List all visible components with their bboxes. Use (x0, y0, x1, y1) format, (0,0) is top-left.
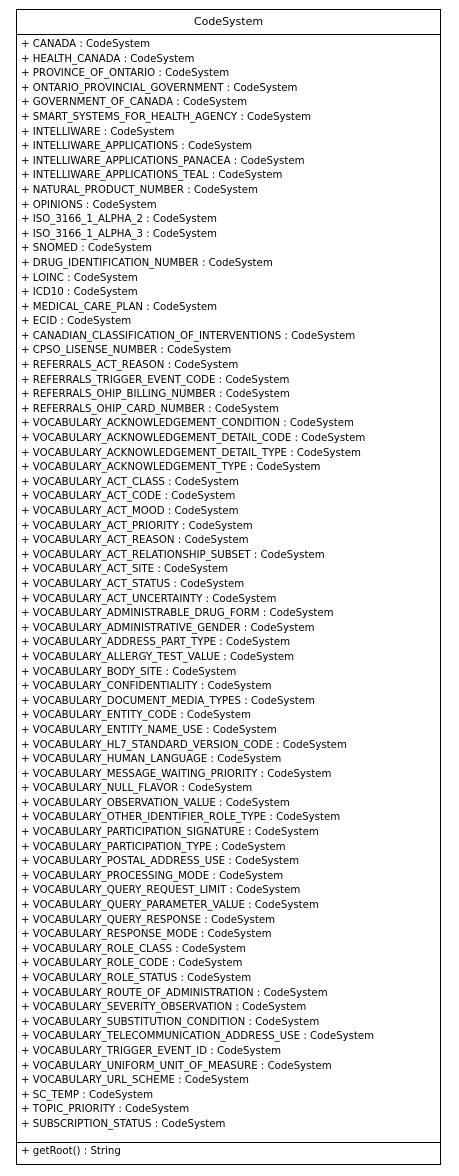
attribute-row: + VOCABULARY_HL7_STANDARD_VERSION_CODE : CodeSystem (21, 739, 347, 751)
attribute-row: + MEDICAL_CARE_PLAN : CodeSystem (21, 301, 218, 313)
attribute-row: + VOCABULARY_ACKNOWLEDGEMENT_DETAIL_TYPE : CodeSystem (21, 447, 361, 459)
attribute-row: + REFERRALS_ACT_REASON : CodeSystem (21, 360, 239, 372)
attribute-row: + VOCABULARY_NULL_FLAVOR : CodeSystem (21, 783, 253, 795)
attribute-row: + VOCABULARY_ACKNOWLEDGEMENT_DETAIL_CODE : CodeSystem (21, 433, 366, 445)
attribute-row: + VOCABULARY_ACT_STATUS : CodeSystem (21, 578, 245, 590)
attribute-row: + VOCABULARY_QUERY_REQUEST_LIMIT : CodeSystem (21, 885, 301, 897)
attribute-row: + SC_TEMP : CodeSystem (21, 1089, 154, 1101)
attribute-row: + TOPIC_PRIORITY : CodeSystem (21, 1104, 190, 1116)
attribute-row: + VOCABULARY_PROCESSING_MODE : CodeSystem (21, 870, 284, 882)
attribute-row: + VOCABULARY_ADMINISTRATIVE_GENDER : CodeSystem (21, 622, 315, 634)
attribute-row: + VOCABULARY_ADMINISTRABLE_DRUG_FORM : CodeSystem (21, 608, 334, 620)
attribute-row: + ISO_3166_1_ALPHA_3 : CodeSystem (21, 228, 217, 240)
attribute-row: + VOCABULARY_RESPONSE_MODE : CodeSystem (21, 929, 272, 941)
attribute-row: + VOCABULARY_ACT_UNCERTAINTY : CodeSystem (21, 593, 277, 605)
attribute-row: + LOINC : CodeSystem (21, 272, 138, 284)
uml-class-box (16, 9, 441, 1165)
attribute-row: + VOCABULARY_CONFIDENTIALITY : CodeSystem (21, 681, 272, 693)
attribute-row: + ISO_3166_1_ALPHA_2 : CodeSystem (21, 214, 217, 226)
attribute-row: + VOCABULARY_ACT_SITE : CodeSystem (21, 564, 229, 576)
attribute-row: + VOCABULARY_ROLE_STATUS : CodeSystem (21, 973, 252, 984)
attribute-row: + VOCABULARY_ENTITY_CODE : CodeSystem (21, 710, 251, 722)
attribute-row: + REFERRALS_TRIGGER_EVENT_CODE : CodeSystem (21, 374, 290, 386)
attribute-row: + REFERRALS_OHIP_BILLING_NUMBER : CodeSystem (21, 389, 290, 401)
attribute-row: + VOCABULARY_ROUTE_OF_ADMINISTRATION : CodeSystem (21, 987, 328, 999)
attribute-row: + CANADA : CodeSystem (21, 39, 151, 50)
attribute-row: + VOCABULARY_ROLE_CODE : CodeSystem (21, 958, 243, 970)
attribute-row: + VOCABULARY_TELECOMMUNICATION_ADDRESS_USE : CodeSystem (21, 1031, 375, 1043)
attribute-row: + SMART_SYSTEMS_FOR_HEALTH_AGENCY : CodeSystem (21, 111, 312, 123)
operation-row: + getRoot() : String (21, 1146, 121, 1157)
attribute-row: + VOCABULARY_ADDRESS_PART_TYPE : CodeSystem (21, 637, 291, 649)
attribute-row: + VOCABULARY_ACT_PRIORITY : CodeSystem (21, 520, 253, 532)
attribute-row: + VOCABULARY_ACKNOWLEDGEMENT_CONDITION : CodeSystem (21, 418, 354, 430)
attribute-row: + INTELLIWARE_APPLICATIONS : CodeSystem (21, 141, 253, 153)
attribute-row: + OPINIONS : CodeSystem (21, 199, 157, 211)
attribute-row: + VOCABULARY_BODY_SITE : CodeSystem (21, 666, 237, 678)
attributes-compartment (17, 35, 440, 1143)
attribute-row: + VOCABULARY_UNIFORM_UNIT_OF_MEASURE : CodeSystem (21, 1060, 332, 1072)
attribute-row: + VOCABULARY_PARTICIPATION_SIGNATURE : CodeSystem (21, 827, 319, 839)
attribute-row: + VOCABULARY_ACT_RELATIONSHIP_SUBSET : CodeSystem (21, 549, 325, 561)
attribute-row: + VOCABULARY_TRIGGER_EVENT_ID : CodeSystem (21, 1045, 282, 1057)
attribute-row: + NATURAL_PRODUCT_NUMBER : CodeSystem (21, 184, 258, 196)
attribute-row: + VOCABULARY_QUERY_RESPONSE : CodeSystem (21, 914, 276, 926)
attribute-row: + REFERRALS_OHIP_CARD_NUMBER : CodeSystem (21, 403, 279, 415)
attribute-row: + VOCABULARY_ACT_CLASS : CodeSystem (21, 476, 239, 488)
attribute-row: + PROVINCE_OF_ONTARIO : CodeSystem (21, 68, 230, 80)
attribute-row: + DRUG_IDENTIFICATION_NUMBER : CodeSystem (21, 257, 273, 269)
attribute-row: + VOCABULARY_HUMAN_LANGUAGE : CodeSystem (21, 754, 282, 766)
attribute-row: + VOCABULARY_ACKNOWLEDGEMENT_TYPE : CodeSystem (21, 462, 321, 474)
attribute-row: + ECID : CodeSystem (21, 316, 132, 328)
attribute-row: + VOCABULARY_ACT_REASON : CodeSystem (21, 535, 249, 547)
attribute-row: + VOCABULARY_ROLE_CLASS : CodeSystem (21, 943, 246, 955)
attribute-row: + INTELLIWARE_APPLICATIONS_TEAL : CodeSystem (21, 170, 283, 182)
attribute-row: + ICD10 : CodeSystem (21, 287, 138, 299)
attribute-row: + VOCABULARY_MESSAGE_WAITING_PRIORITY : CodeSystem (21, 768, 332, 780)
attribute-row: + VOCABULARY_SEVERITY_OBSERVATION : CodeSystem (21, 1002, 307, 1014)
attribute-row: + VOCABULARY_OBSERVATION_VALUE : CodeSystem (21, 797, 290, 809)
attribute-row: + SNOMED : CodeSystem (21, 243, 152, 255)
attribute-row: + VOCABULARY_POSTAL_ADDRESS_USE : CodeSystem (21, 856, 300, 868)
attribute-row: + VOCABULARY_URL_SCHEME : CodeSystem (21, 1075, 249, 1087)
attribute-row: + GOVERNMENT_OF_CANADA : CodeSystem (21, 97, 248, 109)
operations-compartment (17, 1143, 440, 1160)
attribute-row: + VOCABULARY_ACT_MOOD : CodeSystem (21, 506, 239, 517)
attribute-row: + VOCABULARY_ENTITY_NAME_USE : CodeSystem (21, 724, 277, 736)
attribute-row: + VOCABULARY_DOCUMENT_MEDIA_TYPES : CodeSystem (21, 695, 315, 707)
attribute-row: + ONTARIO_PROVINCIAL_GOVERNMENT : CodeSystem (21, 82, 298, 94)
attribute-row: + VOCABULARY_ACT_CODE : CodeSystem (21, 491, 236, 503)
attribute-row: + VOCABULARY_SUBSTITUTION_CONDITION : CodeSystem (21, 1016, 320, 1028)
attribute-row: + CPSO_LISENSE_NUMBER : CodeSystem (21, 345, 232, 357)
attribute-row: + INTELLIWARE_APPLICATIONS_PANACEA : CodeSystem (21, 155, 305, 167)
attribute-row: + HEALTH_CANADA : CodeSystem (21, 53, 195, 65)
class-name: CodeSystem (17, 10, 440, 35)
attribute-row: + VOCABULARY_ALLERGY_TEST_VALUE : CodeSystem (21, 651, 295, 663)
attribute-row: + VOCABULARY_QUERY_PARAMETER_VALUE : CodeSystem (21, 900, 319, 912)
attribute-row: + CANADIAN_CLASSIFICATION_OF_INTERVENTIONS : CodeSystem (21, 330, 356, 342)
attribute-row: + VOCABULARY_OTHER_IDENTIFIER_ROLE_TYPE : CodeSystem (21, 812, 341, 824)
attribute-row: + INTELLIWARE : CodeSystem (21, 126, 175, 138)
attribute-row: + VOCABULARY_PARTICIPATION_TYPE : CodeSystem (21, 841, 286, 853)
attribute-row: + SUBSCRIPTION_STATUS : CodeSystem (21, 1118, 226, 1130)
